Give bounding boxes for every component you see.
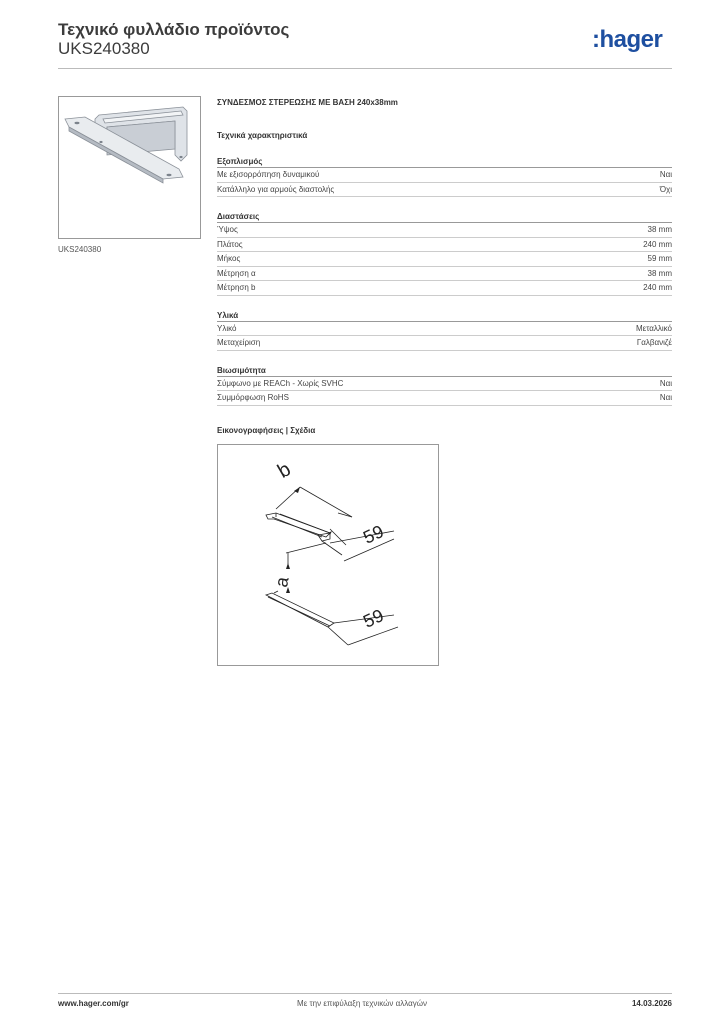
spec-title: Τεχνικά χαρακτηριστικά <box>217 131 308 140</box>
footer-website[interactable]: www.hager.com/gr <box>58 999 129 1008</box>
spec-label: Μέτρηση α <box>217 268 256 278</box>
spec-label: Σύμφωνο με REACh - Χωρίς SVHC <box>217 378 344 388</box>
spec-label: Με εξισορρόπηση δυναμικού <box>217 170 320 179</box>
spec-group <box>217 364 672 406</box>
header-divider <box>58 68 672 69</box>
illustrations-title: Εικονογραφήσεις | Σχέδια <box>217 426 316 435</box>
spec-row <box>217 377 672 392</box>
spec-value: Γαλβανιζέ <box>636 338 672 347</box>
spec-value: Όχι <box>659 184 672 194</box>
spec-row <box>217 267 672 282</box>
spec-group-title: Βιωσιμότητα <box>217 364 672 377</box>
spec-row <box>217 252 672 267</box>
specifications <box>217 96 672 406</box>
dimension-drawing <box>217 444 439 666</box>
spec-row <box>217 183 672 198</box>
spec-row <box>217 391 672 406</box>
spec-row <box>217 168 672 183</box>
spec-group <box>217 155 672 197</box>
spec-row <box>217 281 672 296</box>
spec-label: Μεταχείριση <box>217 338 261 347</box>
spec-value: 240 mm <box>643 283 672 292</box>
dimension-label-59-top: 59 <box>360 521 387 548</box>
spec-value: Ναι <box>659 170 672 179</box>
spec-label: Συμμόρφωση RoHS <box>217 393 289 402</box>
spec-label: Ύψος <box>217 225 238 234</box>
dimension-label-59-bottom: 59 <box>360 605 387 632</box>
product-name: ΣΥΝΔΕΣΜΟΣ ΣΤΕΡΕΩΣΗΣ ΜΕ ΒΑΣΗ 240x38mm <box>217 98 398 107</box>
product-code: UKS240380 <box>58 39 150 58</box>
footer-note: Με την επιφύλαξη τεχνικών αλλαγών <box>297 999 427 1008</box>
spec-label: Κατάλληλο για αρμούς διαστολής <box>217 184 335 194</box>
hager-logo: :hager <box>592 26 663 53</box>
spec-value: Ναι <box>659 393 672 402</box>
dimension-label-b: b <box>274 458 295 483</box>
spec-value: Μεταλλικό <box>635 323 672 333</box>
dimension-label-a: a <box>271 575 293 589</box>
spec-value: 240 mm <box>643 239 672 249</box>
spec-value: Ναι <box>659 378 672 388</box>
spec-group-title: Διαστάσεις <box>217 210 672 223</box>
spec-group <box>217 210 672 296</box>
footer-date: 14.03.2026 <box>631 999 672 1008</box>
spec-value: 38 mm <box>647 225 672 234</box>
footer-divider <box>58 993 672 994</box>
spec-group <box>217 309 672 351</box>
spec-value: 38 mm <box>647 268 672 278</box>
spec-label: Πλάτος <box>217 239 243 249</box>
spec-label: Μήκος <box>217 254 241 263</box>
spec-row <box>217 322 672 337</box>
spec-row <box>217 336 672 351</box>
spec-label: Μέτρηση b <box>217 283 256 292</box>
spec-group-title: Εξοπλισμός <box>217 155 672 168</box>
spec-row <box>217 223 672 238</box>
spec-row <box>217 238 672 253</box>
image-caption: UKS240380 <box>58 245 102 254</box>
spec-label: Υλικό <box>217 323 237 333</box>
spec-value: 59 mm <box>647 254 672 263</box>
product-image <box>58 96 201 239</box>
document-title: Τεχνικό φυλλάδιο προϊόντος <box>58 20 290 39</box>
spec-group-title: Υλικά <box>217 309 672 322</box>
spec-groups <box>217 155 672 406</box>
